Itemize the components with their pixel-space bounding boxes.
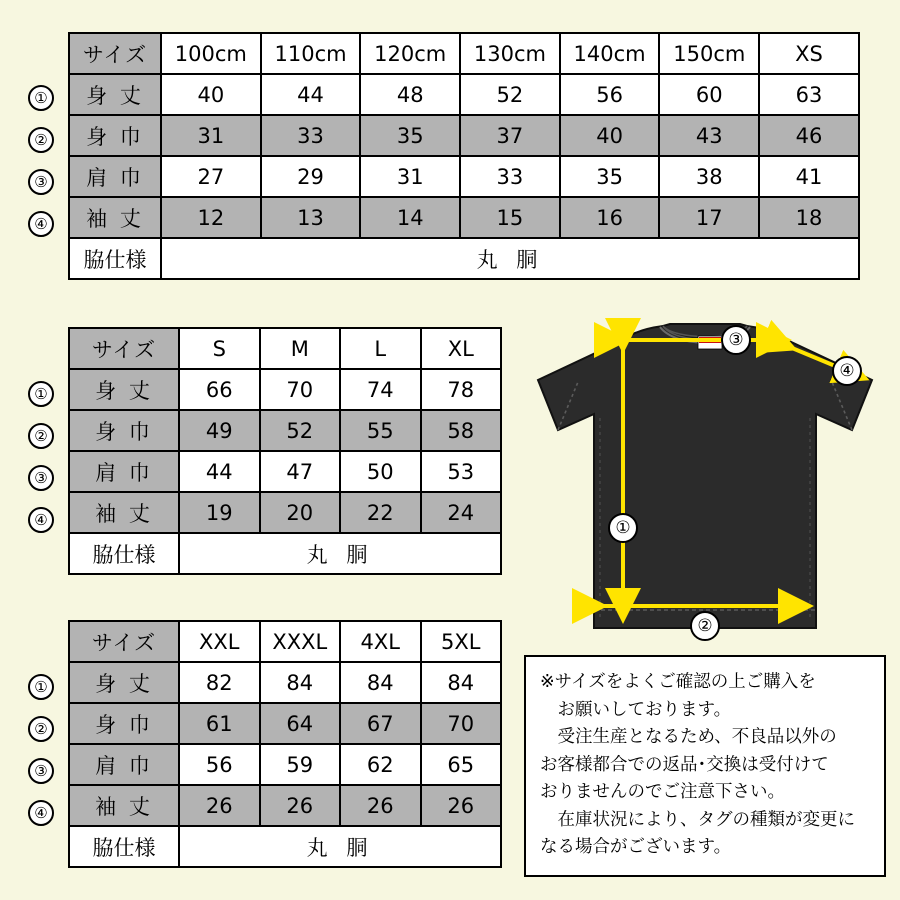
cell: 78	[421, 369, 502, 410]
row-label-body-length: 身 丈	[69, 662, 179, 703]
footer-value-side-spec: 丸 胴	[179, 533, 501, 574]
header-m: M	[260, 328, 341, 369]
table-row	[69, 369, 501, 410]
header-s: S	[179, 328, 260, 369]
cell: 44	[179, 451, 260, 492]
cell: 74	[340, 369, 421, 410]
purchase-notice	[524, 655, 886, 877]
marker-3-table1: ③	[28, 169, 54, 195]
notice-line-4: お客様都合での返品･交換は受付けて	[540, 754, 829, 775]
cell: 46	[759, 115, 859, 156]
cell: 33	[460, 156, 560, 197]
cell: 27	[161, 156, 261, 197]
table-header-row	[69, 621, 501, 662]
table-row	[69, 156, 859, 197]
header-100cm: 100cm	[161, 33, 261, 74]
table-row	[69, 662, 501, 703]
notice-line-7: なる場合がございます。	[540, 837, 732, 857]
notice-line-5: おりませんのでご注意下さい。	[540, 782, 785, 802]
cell: 18	[759, 197, 859, 238]
cell: 19	[179, 492, 260, 533]
cell: 52	[260, 410, 341, 451]
big-size-table	[68, 620, 502, 868]
marker-4-table1: ④	[28, 211, 54, 237]
table-row	[69, 410, 501, 451]
cell: 55	[340, 410, 421, 451]
diagram-marker-1: ①	[608, 513, 638, 543]
diagram-marker-4: ④	[832, 356, 862, 386]
cell: 84	[421, 662, 502, 703]
table-footer-row	[69, 238, 859, 279]
cell: 53	[421, 451, 502, 492]
header-140cm: 140cm	[560, 33, 660, 74]
marker-2-table3: ②	[28, 716, 54, 742]
cell: 20	[260, 492, 341, 533]
table-row	[69, 74, 859, 115]
notice-line-1: ※サイズをよくご確認の上ご購入を	[540, 672, 816, 692]
footer-value-side-spec: 丸 胴	[179, 826, 501, 867]
cell: 31	[360, 156, 460, 197]
table-row	[69, 451, 501, 492]
row-label-body-width: 身 巾	[69, 115, 161, 156]
cell: 61	[179, 703, 260, 744]
cell: 70	[421, 703, 502, 744]
cell: 26	[260, 785, 341, 826]
cell: 26	[421, 785, 502, 826]
footer-label-side-spec: 脇仕様	[69, 238, 161, 279]
header-size: サイズ	[69, 621, 179, 662]
shirt-body-shape	[538, 324, 872, 628]
row-label-body-width: 身 巾	[69, 410, 179, 451]
header-5xl: 5XL	[421, 621, 502, 662]
footer-label-side-spec: 脇仕様	[69, 826, 179, 867]
row-label-sleeve-length: 袖 丈	[69, 492, 179, 533]
cell: 13	[261, 197, 361, 238]
cell: 24	[421, 492, 502, 533]
cell: 14	[360, 197, 460, 238]
cell: 41	[759, 156, 859, 197]
header-size: サイズ	[69, 328, 179, 369]
marker-1-table2: ①	[28, 381, 54, 407]
table-row	[69, 115, 859, 156]
marker-2-table1: ②	[28, 127, 54, 153]
header-120cm: 120cm	[360, 33, 460, 74]
cell: 33	[261, 115, 361, 156]
table-row	[69, 703, 501, 744]
cell: 22	[340, 492, 421, 533]
cell: 65	[421, 744, 502, 785]
table-row	[69, 785, 501, 826]
cell: 43	[659, 115, 759, 156]
cell: 40	[161, 74, 261, 115]
table-row	[69, 197, 859, 238]
cell: 56	[560, 74, 660, 115]
cell: 62	[340, 744, 421, 785]
header-130cm: 130cm	[460, 33, 560, 74]
cell: 70	[260, 369, 341, 410]
cell: 29	[261, 156, 361, 197]
notice-line-3: 受注生産となるため、不良品以外の	[557, 727, 837, 747]
cell: 49	[179, 410, 260, 451]
cell: 38	[659, 156, 759, 197]
cell: 15	[460, 197, 560, 238]
cell: 60	[659, 74, 759, 115]
cell: 37	[460, 115, 560, 156]
diagram-marker-3: ③	[721, 325, 751, 355]
notice-line-6: 在庫状況により、タグの種類が変更に	[557, 809, 855, 830]
cell: 56	[179, 744, 260, 785]
header-size: サイズ	[69, 33, 161, 74]
cell: 48	[360, 74, 460, 115]
header-4xl: 4XL	[340, 621, 421, 662]
cell: 44	[261, 74, 361, 115]
cell: 16	[560, 197, 660, 238]
cell: 26	[179, 785, 260, 826]
header-l: L	[340, 328, 421, 369]
table-header-row	[69, 33, 859, 74]
tshirt-measurement-diagram	[520, 318, 890, 648]
cell: 66	[179, 369, 260, 410]
cell: 31	[161, 115, 261, 156]
marker-3-table3: ③	[28, 758, 54, 784]
kids-size-table	[68, 32, 860, 280]
cell: 35	[360, 115, 460, 156]
cell: 17	[659, 197, 759, 238]
notice-line-2: お願いしております。	[557, 699, 732, 720]
row-label-shoulder-width: 肩 巾	[69, 156, 161, 197]
marker-4-table3: ④	[28, 800, 54, 826]
cell: 50	[340, 451, 421, 492]
header-110cm: 110cm	[261, 33, 361, 74]
marker-1-table1: ①	[28, 85, 54, 111]
table-footer-row	[69, 826, 501, 867]
footer-value-side-spec: 丸 胴	[161, 238, 859, 279]
header-xs: XS	[759, 33, 859, 74]
row-label-body-width: 身 巾	[69, 703, 179, 744]
footer-label-side-spec: 脇仕様	[69, 533, 179, 574]
cell: 58	[421, 410, 502, 451]
cell: 40	[560, 115, 660, 156]
cell: 26	[340, 785, 421, 826]
header-150cm: 150cm	[659, 33, 759, 74]
cell: 59	[260, 744, 341, 785]
header-xl: XL	[421, 328, 502, 369]
diagram-marker-2: ②	[690, 611, 720, 641]
cell: 84	[340, 662, 421, 703]
table-row	[69, 744, 501, 785]
row-label-sleeve-length: 袖 丈	[69, 785, 179, 826]
marker-2-table2: ②	[28, 423, 54, 449]
marker-1-table3: ①	[28, 674, 54, 700]
table-header-row	[69, 328, 501, 369]
row-label-shoulder-width: 肩 巾	[69, 451, 179, 492]
row-label-body-length: 身 丈	[69, 74, 161, 115]
cell: 64	[260, 703, 341, 744]
header-xxl: XXL	[179, 621, 260, 662]
cell: 47	[260, 451, 341, 492]
cell: 82	[179, 662, 260, 703]
marker-3-table2: ③	[28, 465, 54, 491]
table-row	[69, 492, 501, 533]
row-label-sleeve-length: 袖 丈	[69, 197, 161, 238]
cell: 52	[460, 74, 560, 115]
table-footer-row	[69, 533, 501, 574]
cell: 84	[260, 662, 341, 703]
cell: 67	[340, 703, 421, 744]
row-label-shoulder-width: 肩 巾	[69, 744, 179, 785]
row-label-body-length: 身 丈	[69, 369, 179, 410]
cell: 12	[161, 197, 261, 238]
cell: 35	[560, 156, 660, 197]
cell: 63	[759, 74, 859, 115]
header-xxxl: XXXL	[260, 621, 341, 662]
marker-4-table2: ④	[28, 507, 54, 533]
adult-size-table	[68, 327, 502, 575]
